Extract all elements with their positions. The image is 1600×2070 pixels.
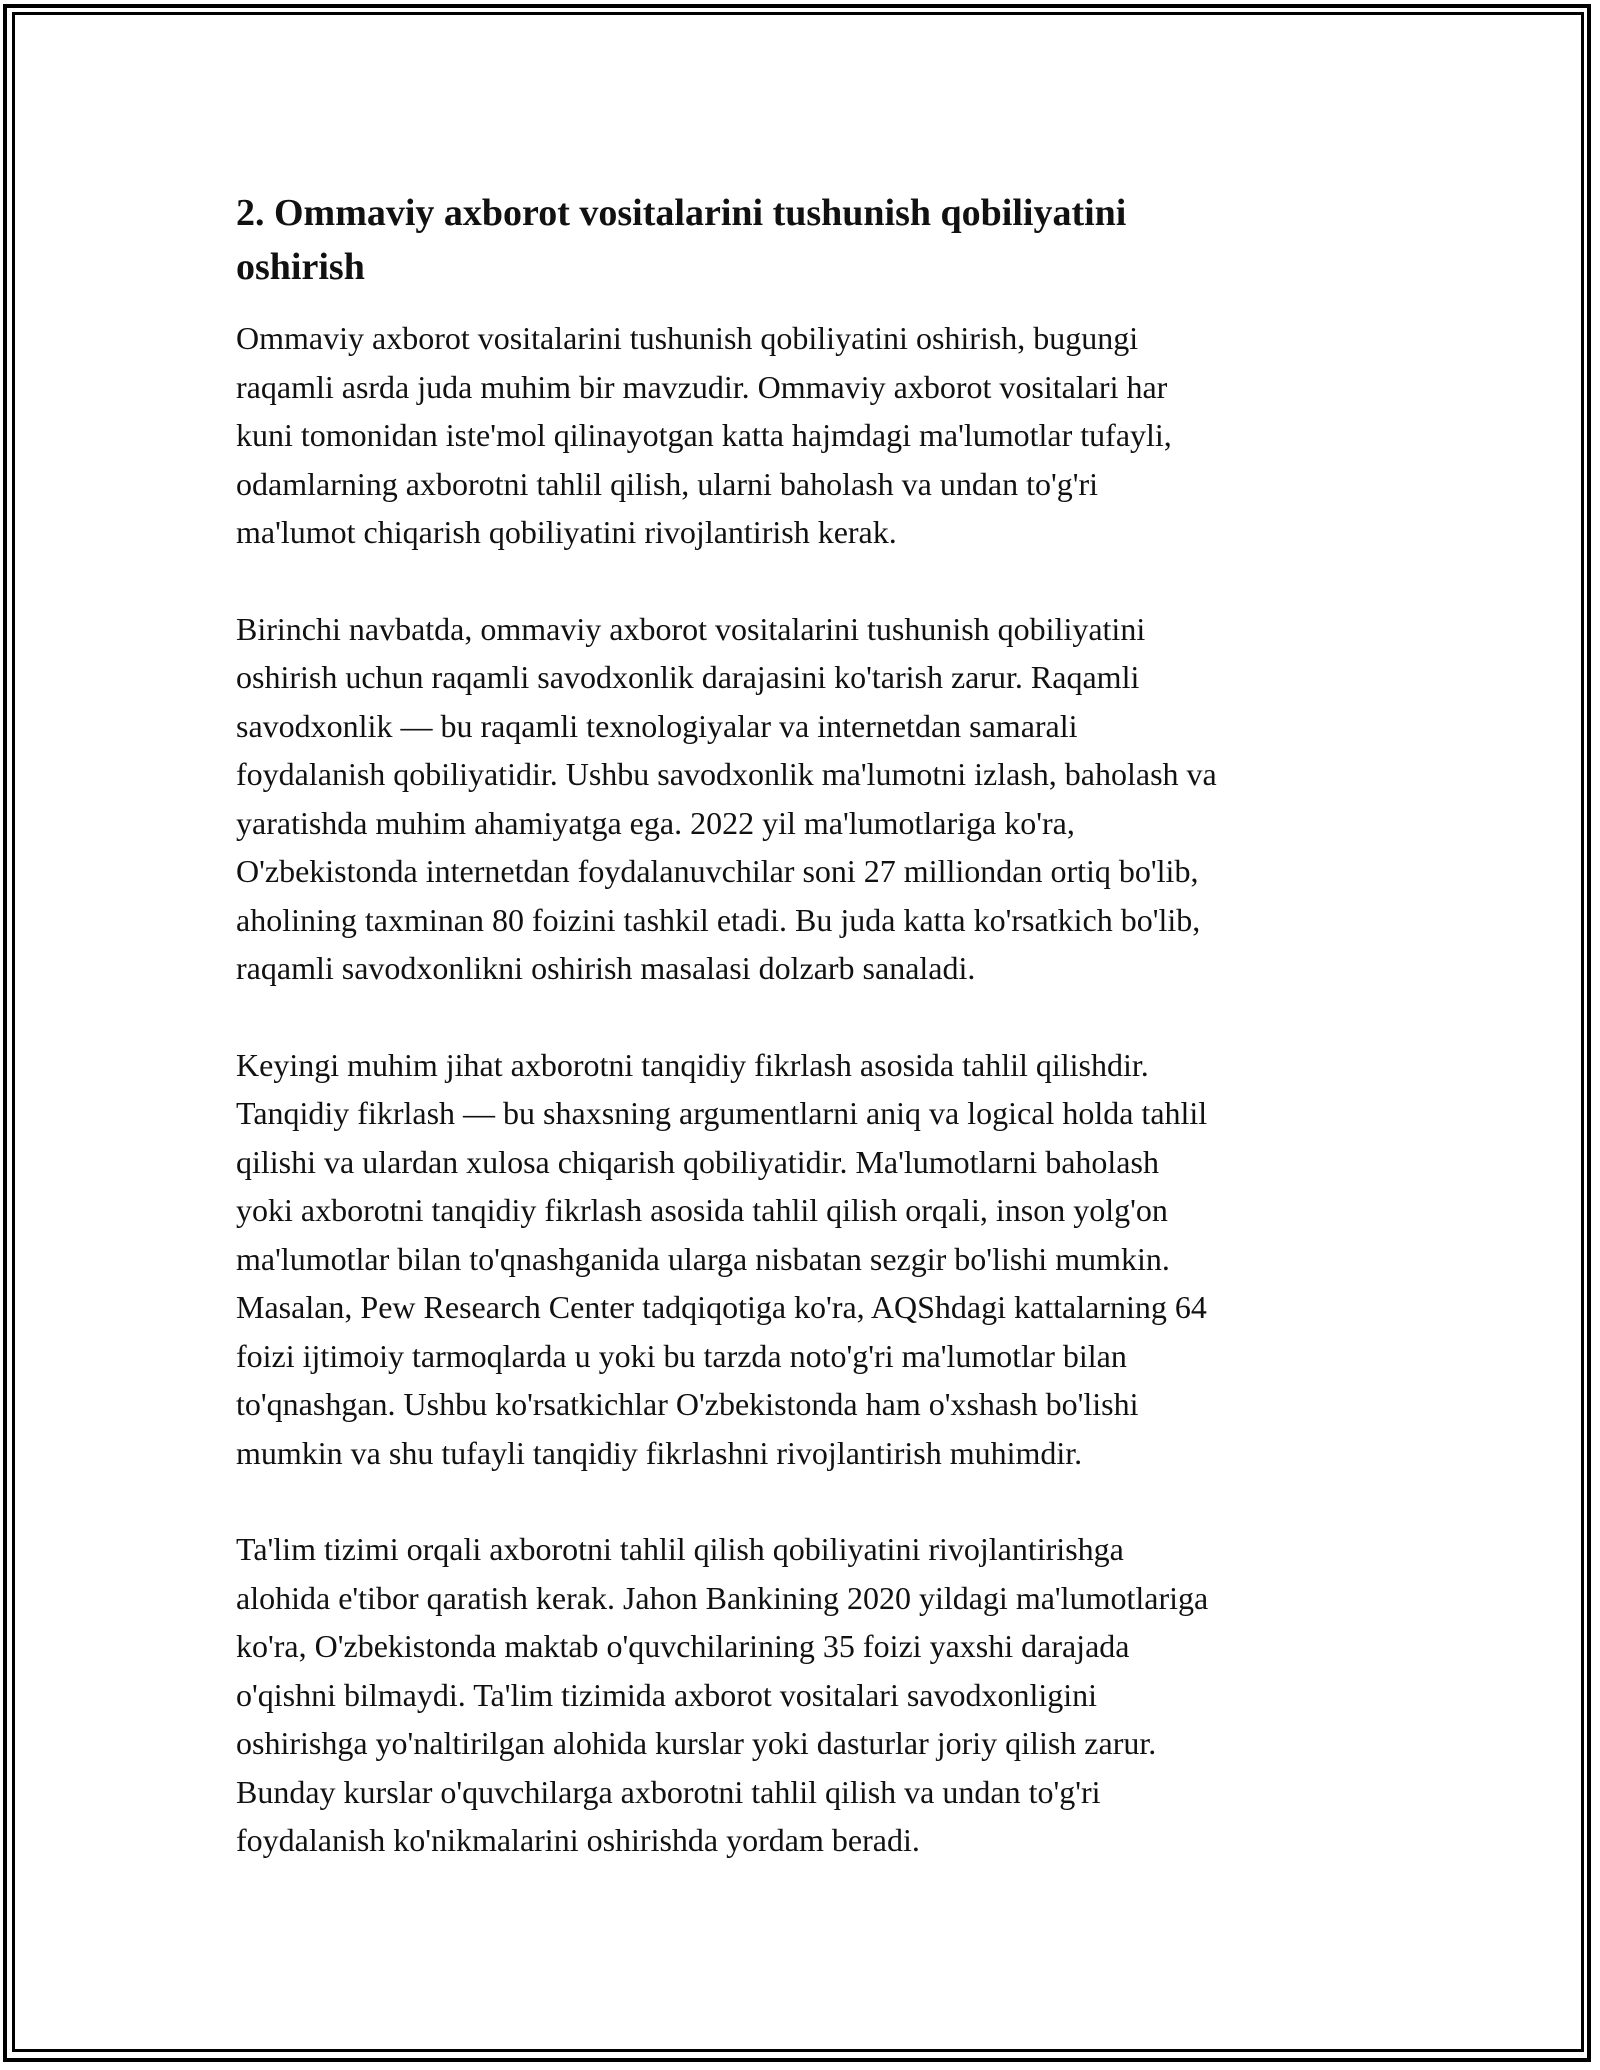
paragraph-intro xyxy=(236,314,1366,557)
text-line: savodxonlik — bu raqamli texnologiyalar va internetdan samarali xyxy=(236,707,1078,744)
text-line: foizi ijtimoiy tarmoqlarda u yoki bu tarzda noto'g'ri ma'lumotlar bilan xyxy=(236,1337,1127,1374)
text-line: Masalan, Pew Research Center tadqiqotiga ko'ra, AQShdagi kattalarning 64 xyxy=(236,1289,1207,1325)
text-line: Birinchi navbatda, ommaviy axborot vositalarini tushunish qobiliyatini xyxy=(236,610,1146,647)
text-line: foydalanish qobiliyatidir. Ushbu savodxonlik ma'lumotni izlash, baholash va xyxy=(236,756,1217,792)
text-line: ma'lumot chiqarish qobiliyatini rivojlantirish kerak. xyxy=(236,514,897,550)
text-line: raqamli savodxonlikni oshirish masalasi dolzarb sanaladi. xyxy=(236,950,976,986)
text-line: qilishi va ulardan xulosa chiqarish qobiliyatidir. Ma'lumotlarni baholash xyxy=(236,1143,1159,1180)
text-line: alohida e'tibor qaratish kerak. Jahon Bankining 2020 yildagi ma'lumotlariga xyxy=(236,1579,1209,1616)
section-heading xyxy=(236,186,1366,294)
heading-line: oshirish xyxy=(236,246,365,288)
text-line: yoki axborotni tanqidiy fikrlash asosida tahlil qilish orqali, inson yolg'on xyxy=(236,1192,1168,1228)
text-line: oshirish uchun raqamli savodxonlik darajasini ko'tarish zarur. Raqamli xyxy=(236,659,1140,695)
text-line: O'zbekistonda internetdan foydalanuvchilar soni 27 milliondan ortiq bo'lib, xyxy=(236,853,1199,889)
text-line: ko'ra, O'zbekistonda maktab o'quvchilarining 35 foizi yaxshi darajada xyxy=(236,1628,1130,1664)
text-line: mumkin va shu tufayli tanqidiy fikrlashni rivojlantirish muhimdir. xyxy=(236,1434,1083,1471)
paragraph-digital-literacy xyxy=(236,605,1366,993)
text-line: oshirishga yo'naltirilgan alohida kurslar yoki dasturlar joriy qilish zarur. xyxy=(236,1725,1157,1761)
text-line: Keyingi muhim jihat axborotni tanqidiy fikrlash asosida tahlil qilishdir. xyxy=(236,1046,1149,1083)
heading-line: 2. Ommaviy axborot vositalarini tushunish qobiliyatini xyxy=(236,192,1127,234)
text-line: ma'lumotlar bilan to'qnashganida ularga nisbatan sezgir bo'lishi mumkin. xyxy=(236,1240,1170,1277)
paragraph-education xyxy=(236,1525,1366,1865)
text-line: Tanqidiy fikrlash — bu shaxsning argumentlarni aniq va logical holda tahlil xyxy=(236,1095,1208,1131)
text-line: Ta'lim tizimi orqali axborotni tahlil qilish qobiliyatini rivojlantirishga xyxy=(236,1531,1124,1567)
paragraph-critical-thinking xyxy=(236,1041,1366,1478)
text-line: to'qnashgan. Ushbu ko'rsatkichlar O'zbekistonda ham o'xshash bo'lishi xyxy=(236,1386,1139,1422)
text-line: Bunday kurslar o'quvchilarga axborotni tahlil qilish va undan to'g'ri xyxy=(236,1773,1101,1810)
text-line: aholining taxminan 80 foizini tashkil etadi. Bu juda katta ko'rsatkich bo'lib, xyxy=(236,901,1201,938)
text-line: odamlarning axborotni tahlil qilish, ularni baholash va undan to'g'ri xyxy=(236,465,1099,502)
document-body xyxy=(236,186,1366,1913)
text-line: o'qishni bilmaydi. Ta'lim tizimida axborot vositalari savodxonligini xyxy=(236,1676,1098,1713)
text-line: kuni tomonidan iste'mol qilinayotgan katta hajmdagi ma'lumotlar tufayli, xyxy=(236,417,1172,453)
text-line: yaratishda muhim ahamiyatga ega. 2022 yil ma'lumotlariga ko'ra, xyxy=(236,804,1075,841)
text-line: foydalanish ko'nikmalarini oshirishda yordam beradi. xyxy=(236,1822,920,1858)
text-line: Ommaviy axborot vositalarini tushunish qobiliyatini oshirish, bugungi xyxy=(236,320,1139,356)
text-line: raqamli asrda juda muhim bir mavzudir. Ommaviy axborot vositalari har xyxy=(236,368,1168,405)
